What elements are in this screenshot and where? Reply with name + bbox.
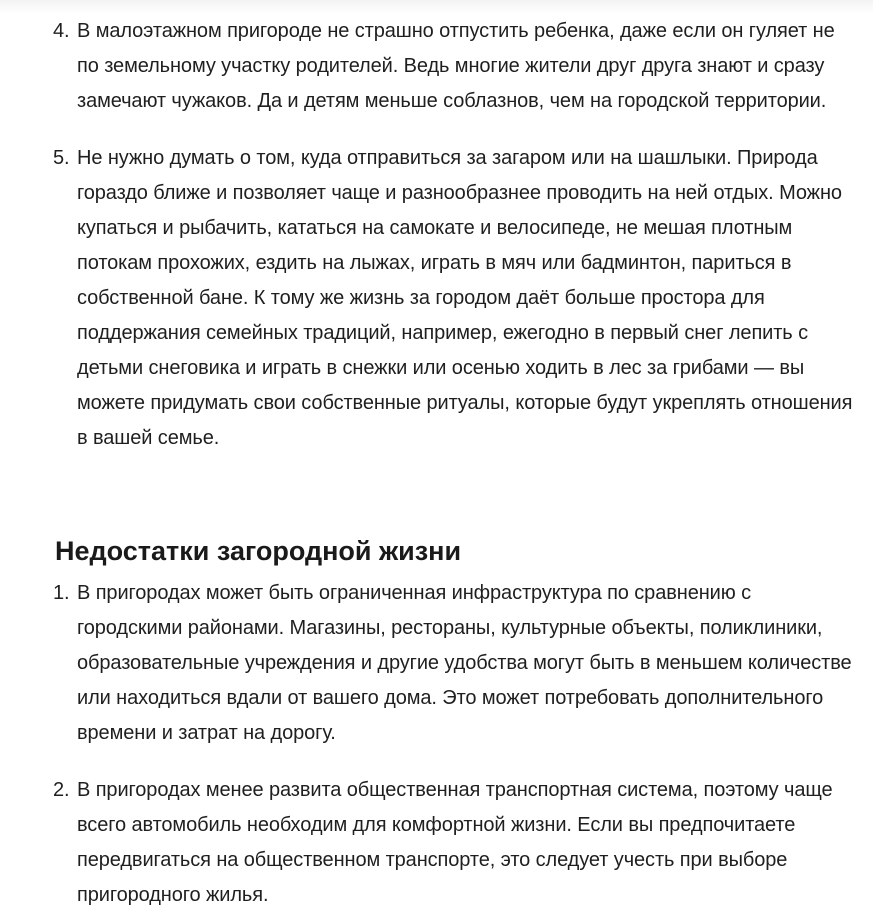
list-item-number: 1.	[53, 582, 70, 604]
list-item-2	[0, 773, 873, 913]
list-item-number: 2.	[53, 779, 70, 801]
list-item-1	[0, 576, 873, 751]
list-item-text: В малоэтажном пригороде не страшно отпустить ребенка, даже если он гуляет не по земельному участку родителей. Ведь многие жители друг друга знают и сразу замечают чужаков. Да и детям меньше соблазнов, чем на городской территории.	[77, 20, 835, 112]
list-item-text: Не нужно думать о том, куда отправиться за загаром или на шашлыки. Природа гораздо ближе и позволяет чаще и разнообразнее проводить на ней отдых. Можно купаться и рыбачить, кататься на самокате и велосипеде, не мешая плотным потокам прохожих, ездить на лыжах, играть в мяч или бадминтон, париться в собственной бане. К тому же жизнь за городом даёт больше простора для поддержания семейных традиций, например, ежегодно в первый снег лепить с детьми снеговика и играть в снежки или осенью ходить в лес за грибами — вы можете придумать свои собственные ритуалы, которые будут укреплять отношения в вашей семье.	[77, 147, 853, 449]
list-item-text: В пригородах менее развита общественная транспортная система, поэтому чаще всего автомобиль необходим для комфортной жизни. Если вы предпочитаете передвигаться на общественном транспорте, это следует учесть при выборе пригородного жилья.	[77, 779, 833, 906]
list-item-text: В пригородах может быть ограниченная инфраструктура по сравнению с городскими районами. Магазины, рестораны, культурные объекты, поликлиники, образовательные учреждения и другие удобства могут быть в меньшем количестве или находиться вдали от вашего дома. Это может потребовать дополнительного времени и затрат на дорогу.	[77, 582, 852, 744]
list-item-4	[0, 14, 873, 119]
section-heading-disadvantages: Недостатки загородной жизни	[55, 536, 462, 566]
advantages-list	[0, 14, 873, 456]
list-item-number: 4.	[53, 20, 70, 42]
top-fade-shadow	[0, 0, 873, 14]
list-item-number: 5.	[53, 147, 70, 169]
disadvantages-list	[0, 576, 873, 913]
list-item-5	[0, 141, 873, 456]
